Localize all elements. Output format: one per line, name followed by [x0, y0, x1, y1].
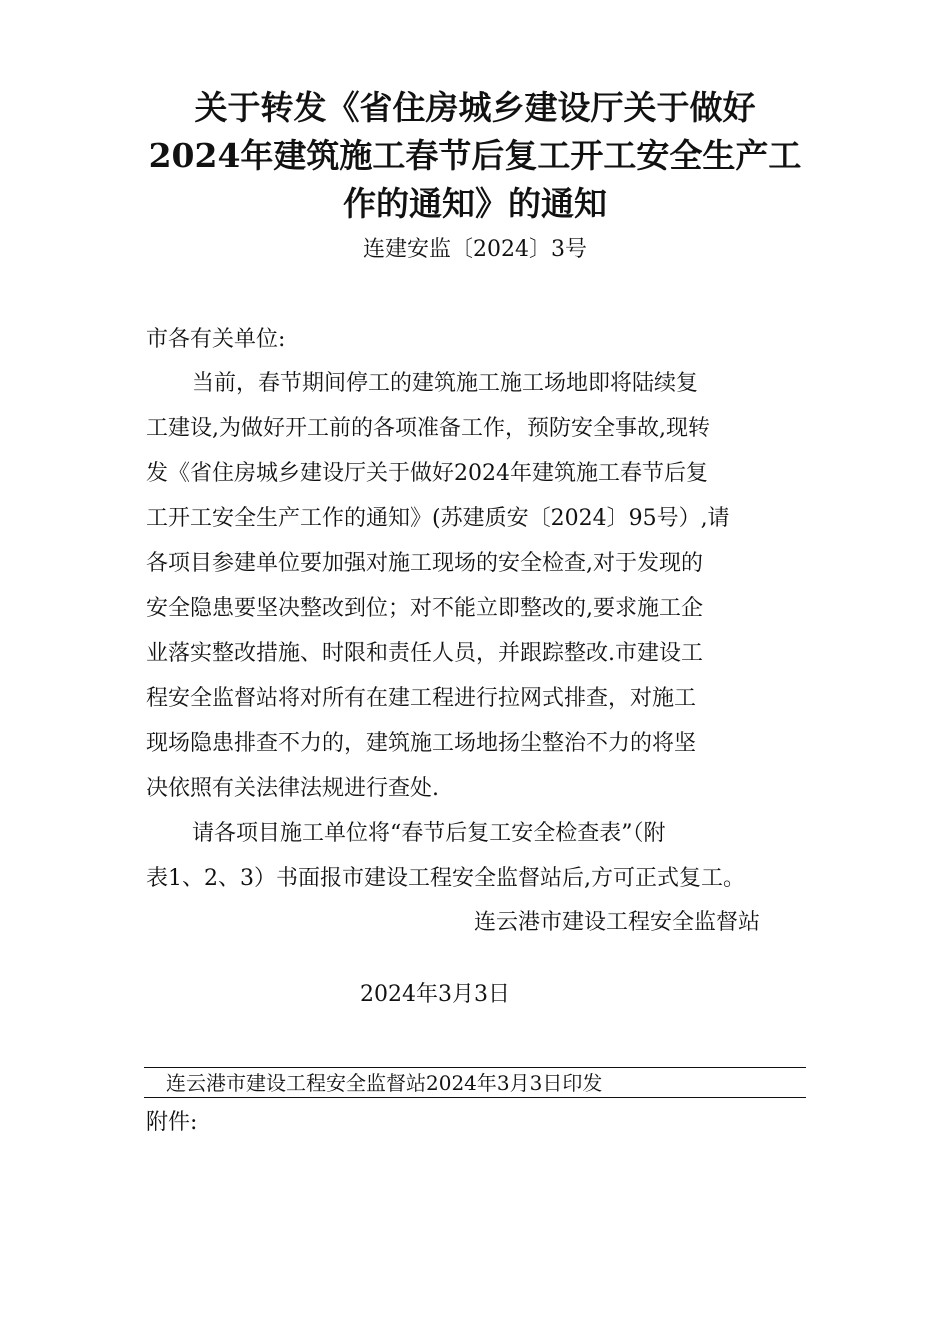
- signature-organization: 连云港市建设工程安全监督站: [474, 910, 761, 935]
- paragraph-1-line: 现场隐患排查不力的，建筑施工场地扬尘整治不力的将坚: [146, 731, 697, 756]
- paragraph-1-line: 程安全监督站将对所有在建工程进行拉网式排查，对施工: [146, 686, 697, 711]
- document-number: 连建安监〔2024〕3号: [363, 237, 587, 262]
- issuance-top-rule: [144, 1067, 806, 1068]
- title-line-2: 2024年建筑施工春节后复工开工安全生产工: [148, 136, 802, 175]
- paragraph-1-line: 发《省住房城乡建设厅关于做好2024年建筑施工春节后复: [146, 461, 708, 486]
- paragraph-1-line: 当前，春节期间停工的建筑施工施工场地即将陆续复: [192, 371, 699, 396]
- paragraph-1-line: 工建设,为做好开工前的各项准备工作，预防安全事故,现转: [146, 416, 710, 441]
- document-title: [130, 84, 820, 228]
- attachment-label: 附件:: [146, 1110, 198, 1135]
- signature-date: 2024年3月3日: [360, 982, 510, 1007]
- paragraph-1-line: 业落实整改措施、时限和责任人员，并跟踪整改.市建设工: [146, 641, 703, 666]
- paragraph-2-line: 请各项目施工单位将“春节后复工安全检查表”（附: [192, 821, 666, 846]
- title-line-3: 作的通知》的通知: [343, 184, 607, 223]
- paragraph-1-line: 各项目参建单位要加强对施工现场的安全检查,对于发现的: [146, 551, 703, 576]
- paragraph-2-line: 表1、2、3）书面报市建设工程安全监督站后,方可正式复工。: [146, 866, 745, 891]
- paragraph-1-line: 决依照有关法律法规进行查处.: [146, 776, 439, 801]
- salutation: 市各有关单位:: [146, 327, 286, 352]
- paragraph-1-line: 工开工安全生产工作的通知》(苏建质安〔2024〕95号）,请: [146, 506, 730, 531]
- issuance-bottom-rule: [144, 1097, 806, 1098]
- issuance-line: 连云港市建设工程安全监督站2024年3月3日印发: [166, 1071, 603, 1095]
- title-line-1: 关于转发《省住房城乡建设厅关于做好: [194, 88, 756, 127]
- paragraph-1-line: 安全隐患要坚决整改到位；对不能立即整改的,要求施工企: [146, 596, 703, 621]
